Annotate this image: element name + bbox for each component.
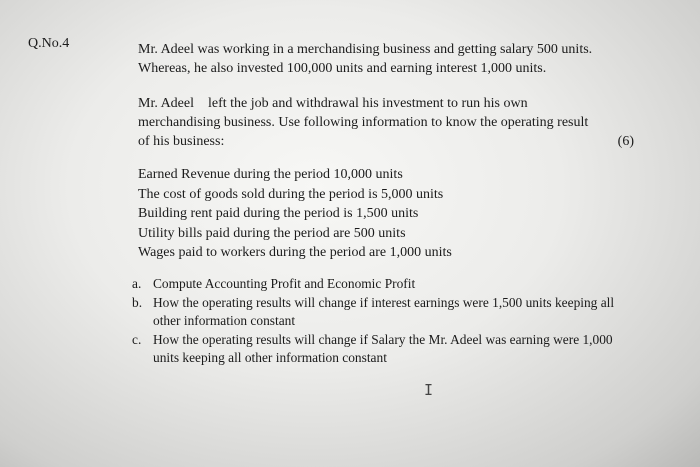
question-c-letter: c. [132, 331, 142, 347]
question-a-letter: a. [132, 276, 142, 291]
task-paragraph [138, 94, 634, 151]
question-b-text: How the operating results will change if interest earnings were 1,500 units keeping all other information constant [153, 294, 615, 328]
marks-label: (6) [617, 134, 634, 149]
intro-line-2: Whereas, he also invested 100,000 units and earning interest 1,000 units. [138, 61, 547, 76]
question-a-text: Compute Accounting Profit and Economic Profit [153, 276, 416, 291]
task-line-1: Mr. Adeel left the job and withdrawal his investment to run his own [138, 96, 528, 111]
question-c [132, 331, 632, 368]
questions-list [132, 275, 632, 368]
fact-wages: Wages paid to workers during the period are 1,000 units [138, 245, 452, 260]
intro-paragraph [138, 40, 658, 78]
question-b-letter: b. [132, 294, 143, 310]
facts-list [138, 165, 558, 263]
question-number: Q.No.4 [28, 36, 70, 51]
fact-revenue: Earned Revenue during the period 10,000 units [138, 167, 403, 182]
fact-cogs: The cost of goods sold during the period is 5,000 units [138, 186, 444, 202]
text-cursor-icon: I [424, 381, 434, 399]
question-b [132, 294, 632, 331]
question-c-text: How the operating results will change if Salary the Mr. Adeel was earning were 1,000 units keeping all other information constant [153, 331, 613, 365]
question-a [132, 275, 632, 294]
fact-rent: Building rent paid during the period is 1,500 units [138, 206, 419, 221]
task-line-2: merchandising business. Use following information to know the operating result [138, 115, 589, 130]
intro-line-1: Mr. Adeel was working in a merchandising business and getting salary 500 units. [138, 42, 593, 57]
task-line-3: of his business: [138, 134, 225, 149]
fact-utility: Utility bills paid during the period are 500 units [138, 225, 406, 241]
